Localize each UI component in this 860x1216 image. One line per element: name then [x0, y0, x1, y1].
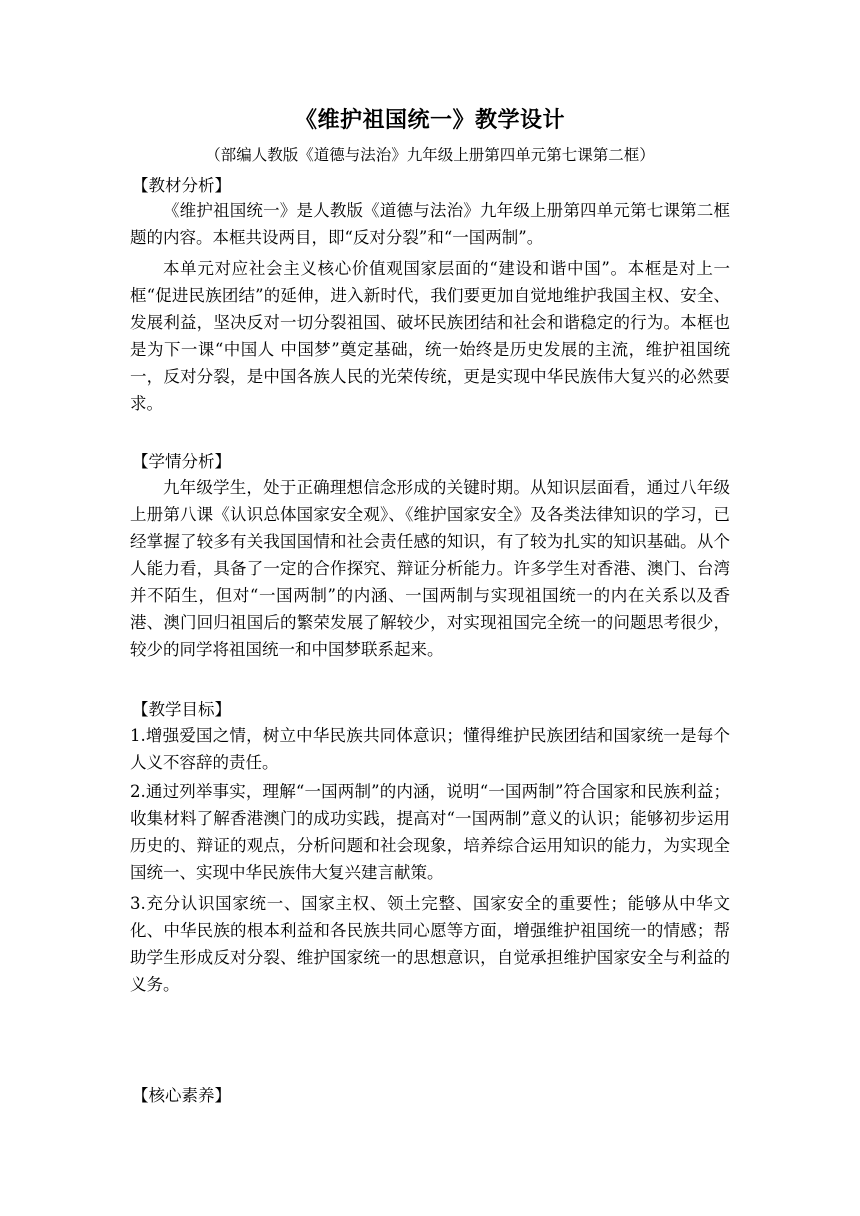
document-subtitle: （部编人教版《道德与法治》九年级上册第四单元第七课第二框） [205, 146, 655, 164]
goal-item-1: 1.增强爱国之情，树立中华民族共同体意识；懂得维护民族团结和国家统一是每个人义不容辞的责任。 [130, 726, 730, 772]
material-paragraph-1: 《维护祖国统一》是人教版《道德与法治》九年级上册第四单元第七课第二框题的内容。本框共设两目，即“反对分裂”和“一国两制”。 [130, 201, 730, 247]
section-heading-students: 【学情分析】 [132, 452, 231, 471]
students-paragraph-1: 九年级学生，处于正确理想信念形成的关键时期。从知识层面看，通过八年级上册第八课《认识总体国家安全观》、《维护国家安全》及各类法律知识的学习，已经掌握了较多有关我国国情和社会责任感的知识，有了较为扎实的知识基础。从个人能力看，具备了一定的合作探究、辩证分析能力。许多学生对香港、澳门、台湾并不陌生，但对“一国两制”的内涵、一国两制与实现祖国统一的内在关系以及香港、澳门回归祖国后的繁荣发展了解较少，对实现祖国完全统一的问题思考很少，较少的同学将祖国统一和中国梦联系起来。 [130, 478, 730, 659]
material-paragraph-2: 本单元对应社会主义核心价值观国家层面的“建设和谐中国”。本框是对上一框“促进民族团结”的延伸，进入新时代，我们要更加自觉地维护我国主权、安全、发展利益，坚决反对一切分裂祖国、破坏民族团结和社会和谐稳定的行为。本框也是为下一课“中国人 中国梦”奠定基础，统一始终是历史发展的主流，维护祖国统一，反对分裂，是中国各族人民的光荣传统，更是实现中华民族伟大复兴的必然要求。 [130, 259, 730, 413]
goal-item-2: 2.通过列举事实，理解“一国两制”的内涵，说明“一国两制”符合国家和民族利益；收集材料了解香港澳门的成功实践，提高对“一国两制”意义的认识；能够初步运用历史的、辩证的观点，分析问题和社会现象，培养综合运用知识的能力，为实现全国统一、实现中华民族伟大复兴建言献策。 [130, 782, 730, 882]
document-title: 《维护祖国统一》教学设计 [294, 107, 565, 133]
section-heading-literacy: 【核心素养】 [132, 1086, 231, 1105]
section-heading-material: 【教材分析】 [132, 176, 231, 195]
section-heading-goals: 【教学目标】 [132, 700, 231, 719]
goal-item-3: 3.充分认识国家统一、国家主权、领土完整、国家安全的重要性；能够从中华文化、中华民族的根本利益和各民族共同心愿等方面，增强维护祖国统一的情感；帮助学生形成反对分裂、维护国家统一的思想意识，自觉承担维护国家安全与利益的义务。 [130, 894, 730, 994]
